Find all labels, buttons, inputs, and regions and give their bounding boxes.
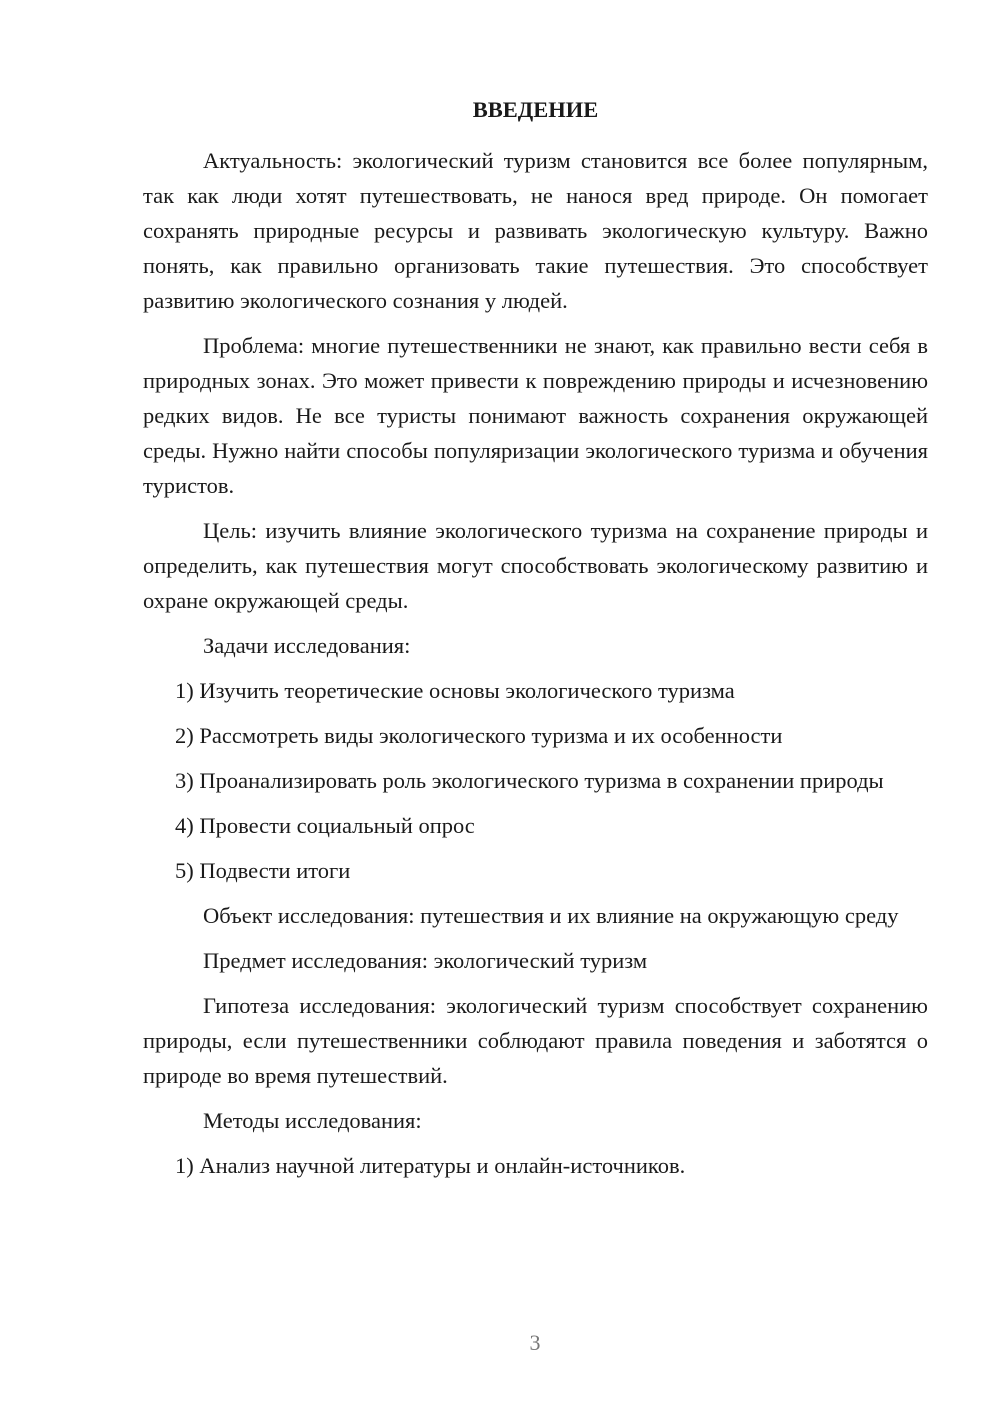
task-item-2: 2) Рассмотреть виды экологического туризма и их особенности (175, 723, 783, 748)
method-item-1: 1) Анализ научной литературы и онлайн-источников. (175, 1153, 686, 1178)
task-item-1: 1) Изучить теоретические основы экологического туризма (175, 678, 735, 703)
document-page (143, 92, 928, 1193)
subject-paragraph: Предмет исследования: экологический туризм (203, 948, 648, 973)
page-title: ВВЕДЕНИЕ (472, 97, 599, 122)
hypothesis-paragraph: Гипотеза исследования: экологический туризм способствует сохранению природы, если путешественники соблюдают правила поведения и заботятся о природе во время путешествий. (143, 993, 928, 1088)
object-paragraph: Объект исследования: путешествия и их влияние на окружающую среду (203, 903, 899, 928)
page-number: 3 (529, 1330, 541, 1355)
task-item-3: 3) Проанализировать роль экологического туризма в сохранении природы (175, 768, 884, 793)
tasks-heading: Задачи исследования: (203, 633, 411, 658)
methods-heading: Методы исследования: (203, 1108, 422, 1133)
task-item-4: 4) Провести социальный опрос (175, 813, 475, 838)
problem-paragraph: Проблема: многие путешественники не знают, как правильно вести себя в природных зонах. Это может привести к повреждению природы и исчезновению редких видов. Не все туристы понимают важность сохранения окружающей среды. Нужно найти способы популяризации экологического туризма и обучения туристов. (143, 333, 928, 498)
relevance-paragraph: Актуальность: экологический туризм становится все более популярным, так как люди хотят путешествовать, не нанося вред природе. Он помогает сохранять природные ресурсы и развивать экологическую культуру. Важно понять, как правильно организовать такие путешествия. Это способствует развитию экологического сознания у людей. (143, 148, 928, 313)
goal-paragraph: Цель: изучить влияние экологического туризма на сохранение природы и определить, как путешествия могут способствовать экологическому развитию и охране окружающей среды. (143, 518, 928, 613)
task-item-5: 5) Подвести итоги (175, 858, 351, 883)
